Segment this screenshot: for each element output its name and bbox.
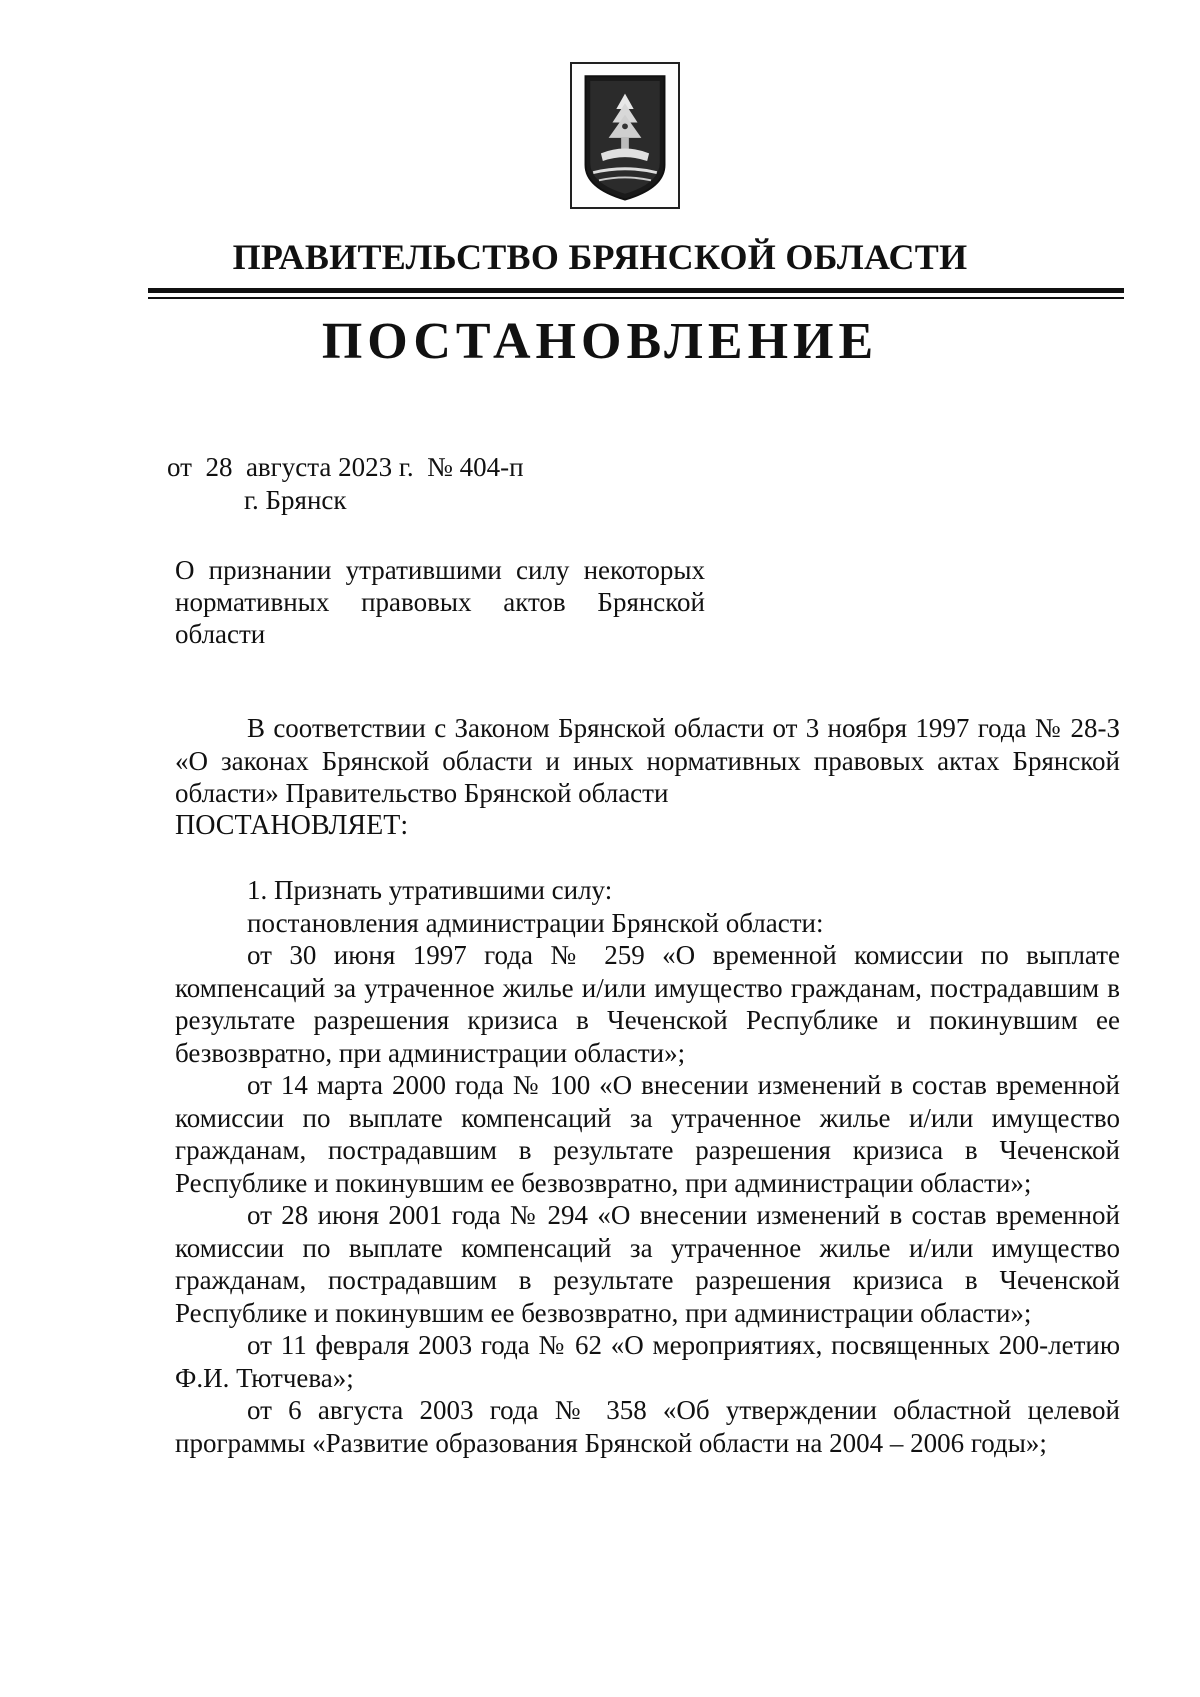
header-rule-thin [148, 297, 1124, 299]
point-1-subheading: постановления администрации Брянской области: [247, 907, 824, 938]
header-rule-thick [148, 288, 1124, 293]
coat-of-arms-icon [572, 64, 678, 207]
document-body [175, 712, 1120, 1459]
government-name: ПРАВИТЕЛЬСТВО БРЯНСКОЙ ОБЛАСТИ [232, 237, 968, 277]
document-subject: О признании утратившими силу некоторых нормативных правовых актов Брянской области [175, 555, 705, 649]
list-item: от 30 июня 1997 года № 259 «О временной комиссии по выплате компенсаций за утраченное жилье и/или имущество гражданам, пострадавшим в результате разрешения кризиса в Чеченской Республике и покинувшим ее безвозвратно, при администрации области»; [175, 940, 1120, 1068]
list-item: от 6 августа 2003 года № 358 «Об утверждении областной целевой программы «Развитие образования Брянской области на 2004 – 2006 годы»; [175, 1395, 1120, 1458]
list-item: от 28 июня 2001 года № 294 «О внесении изменений в состав временной комиссии по выплате компенсаций за утраченное жилье и/или имущество гражданам, пострадавшим в результате разрешения кризиса в Чеченской Республике и покинувшим ее безвозвратно, при администрации области»; [175, 1200, 1120, 1328]
document-type-title: ПОСТАНОВЛЕНИЕ [321, 313, 879, 370]
point-1: 1. Признать утратившими силу: [247, 875, 613, 905]
coat-of-arms-emblem [570, 62, 680, 209]
date-number-line: от 28 августа 2023 г. № 404-п [167, 452, 524, 482]
preamble-paragraph: В соответствии с Законом Брянской области от 3 ноября 1997 года № 28-З «О законах Брянской области и иных нормативных правовых актах Брянской области» Правительство Брянской области [175, 713, 1120, 808]
list-item: от 14 марта 2000 года № 100 «О внесении изменений в состав временной комиссии по выплате компенсаций за утраченное жилье и/или имущество гражданам, пострадавшим в результате разрешения кризиса в Чеченской Республике и покинувшим ее безвозвратно, при администрации области»; [175, 1070, 1120, 1198]
city-line: г. Брянск [244, 485, 347, 515]
list-item: от 11 февраля 2003 года № 62 «О мероприятиях, посвященных 200-летию Ф.И. Тютчева»; [175, 1330, 1120, 1393]
resolves-heading: ПОСТАНОВЛЯЕТ: [175, 809, 409, 841]
